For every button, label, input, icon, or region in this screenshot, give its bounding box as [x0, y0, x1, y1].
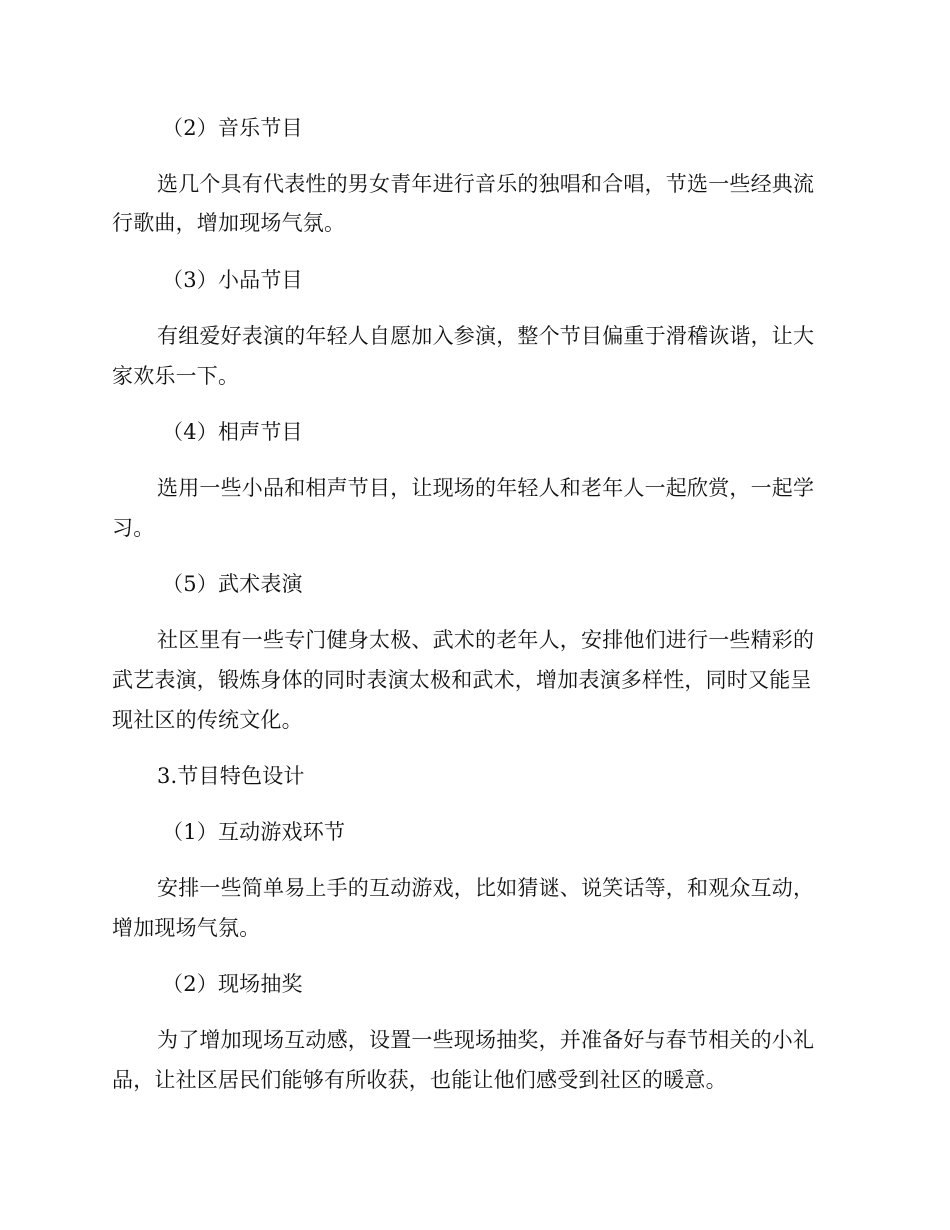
- paragraph-martial-arts-line-3: 现社区的传统文化。: [112, 708, 303, 732]
- paragraph-lucky-draw-line-1: 为了增加现场互动感，设置一些现场抽奖，并准备好与春节相关的小礼: [157, 1028, 815, 1052]
- subheading-crosstalk-program: （4）相声节目: [162, 420, 303, 444]
- subheading-skit-program: （3）小品节目: [162, 268, 303, 292]
- paragraph-crosstalk-line-1: 选用一些小品和相声节目，让现场的年轻人和老年人一起欣赏，一起学: [157, 476, 815, 500]
- paragraph-skit-line-2: 家欢乐一下。: [112, 364, 240, 388]
- paragraph-games-line-1: 安排一些简单易上手的互动游戏，比如猜谜、说笑话等，和观众互动，: [157, 876, 815, 900]
- subheading-interactive-games: （1）互动游戏环节: [162, 820, 346, 844]
- paragraph-martial-arts-line-2: 武艺表演，锻炼身体的同时表演太极和武术，增加表演多样性，同时又能呈: [112, 668, 812, 692]
- paragraph-crosstalk-line-2: 习。: [112, 516, 155, 540]
- subheading-martial-arts: （5）武术表演: [162, 572, 303, 596]
- paragraph-martial-arts-line-1: 社区里有一些专门健身太极、武术的老年人，安排他们进行一些精彩的: [157, 628, 815, 652]
- paragraph-music-line-2: 行歌曲，增加现场气氛。: [112, 211, 346, 235]
- paragraph-games-line-2: 增加现场气氛。: [112, 916, 261, 940]
- subheading-lucky-draw: （2）现场抽奖: [162, 972, 303, 996]
- subheading-music-program: （2）音乐节目: [162, 116, 303, 140]
- paragraph-lucky-draw-line-2: 品，让社区居民们能够有所收获，也能让他们感受到社区的暖意。: [112, 1068, 727, 1092]
- section-heading-program-features: 3.节目特色设计: [157, 764, 305, 788]
- paragraph-music-line-1: 选几个具有代表性的男女青年进行音乐的独唱和合唱，节选一些经典流: [157, 172, 815, 196]
- paragraph-skit-line-1: 有组爱好表演的年轻人自愿加入参演，整个节目偏重于滑稽诙谐，让大: [157, 324, 815, 348]
